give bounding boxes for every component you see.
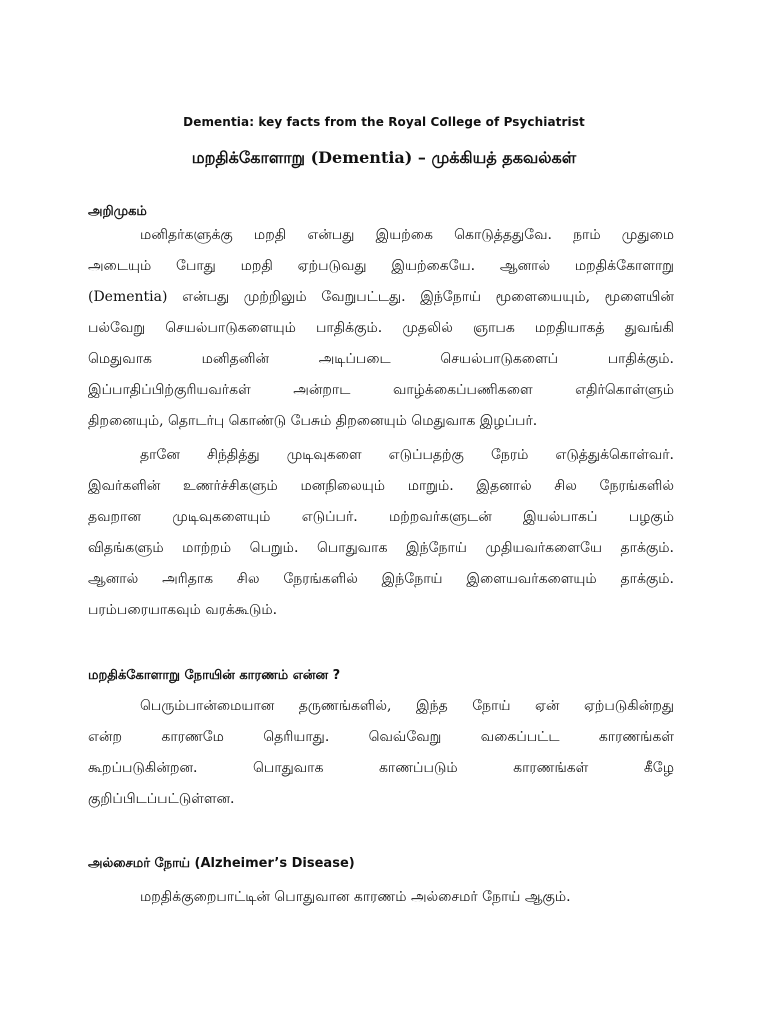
text-line: அடையும் போது மறதி ஏற்படுவது இயற்கையே. ஆனால் மறதிக்கோளாறு: [88, 258, 674, 274]
alzheimers-paragraph: [88, 882, 674, 913]
causes-paragraph: [88, 691, 674, 815]
section-heading-causes: மறதிக்கோளாறு நோயின் காரணம் என்ன ?: [88, 668, 341, 683]
text-line: திறனையும், தொடர்பு கொண்டு பேசும் திறனையும் மெதுவாக இழப்பர்.: [88, 413, 538, 429]
text-line: மனிதர்களுக்கு மறதி என்பது இயற்கை கொடுத்ததுவே. நாம் முதுமை: [140, 227, 674, 243]
text-line: ஆனால் அரிதாக சில நேரங்களில் இந்நோய் இளையவர்களையும் தாக்கும்.: [88, 571, 674, 587]
section-heading-intro: அறிமுகம்: [88, 204, 147, 219]
text-line: பரம்பரையாகவும் வரக்கூடும்.: [88, 602, 278, 618]
text-line: தவறான முடிவுகளையும் எடுப்பர். மற்றவர்களுடன் இயல்பாகப் பழகும்: [88, 509, 674, 525]
text-line: மறதிக்குறைபாட்டின் பொதுவான காரணம் அல்சைமர் நோய் ஆகும்.: [140, 889, 571, 905]
english-title: Dementia: key facts from the Royal College of Psychiatrist: [183, 115, 585, 129]
text-line: கூறப்படுகின்றன. பொதுவாக காணப்படும் காரணங்கள் கீழே: [88, 760, 674, 776]
text-line: பல்வேறு செயல்பாடுகளையும் பாதிக்கும். முதலில் ஞாபக மறதியாகத் துவங்கி: [88, 320, 674, 336]
text-line: (Dementia) என்பது முற்றிலும் வேறுபட்டது. இந்நோய் மூளையையும், மூளையின்: [88, 289, 674, 305]
intro-paragraph-2: [88, 440, 674, 626]
text-line: தானே சிந்தித்து முடிவுகளை எடுப்பதற்கு நேரம் எடுத்துக்கொள்வர்.: [140, 447, 674, 463]
text-line: பெரும்பான்மையான தருணங்களில், இந்த நோய் ஏன் ஏற்படுகின்றது: [140, 698, 674, 714]
text-line: விதங்களும் மாற்றம் பெறும். பொதுவாக இந்நோய் முதியவர்களையே தாக்கும்.: [88, 540, 674, 556]
section-heading-alzheimers: அல்சைமர் நோய் (Alzheimer’s Disease): [88, 856, 355, 871]
text-line: குறிப்பிடப்பட்டுள்ளன.: [88, 791, 235, 807]
text-line: என்ற காரணமே தெரியாது. வெவ்வேறு வகைப்பட்ட காரணங்கள்: [88, 729, 674, 745]
text-line: இப்பாதிப்பிற்குரியவர்கள் அன்றாட வாழ்க்கைப்பணிகளை எதிர்கொள்ளும்: [88, 382, 674, 398]
text-line: மெதுவாக மனிதனின் அடிப்படை செயல்பாடுகளைப் பாதிக்கும்.: [88, 351, 674, 367]
text-line: இவர்களின் உணர்ச்சிகளும் மனநிலையும் மாறும். இதனால் சில நேரங்களில்: [88, 478, 674, 494]
intro-paragraph-1: [88, 220, 674, 437]
main-title: மறதிக்கோளாறு (Dementia) – முக்கியத் தகவல்கள்: [191, 148, 577, 167]
